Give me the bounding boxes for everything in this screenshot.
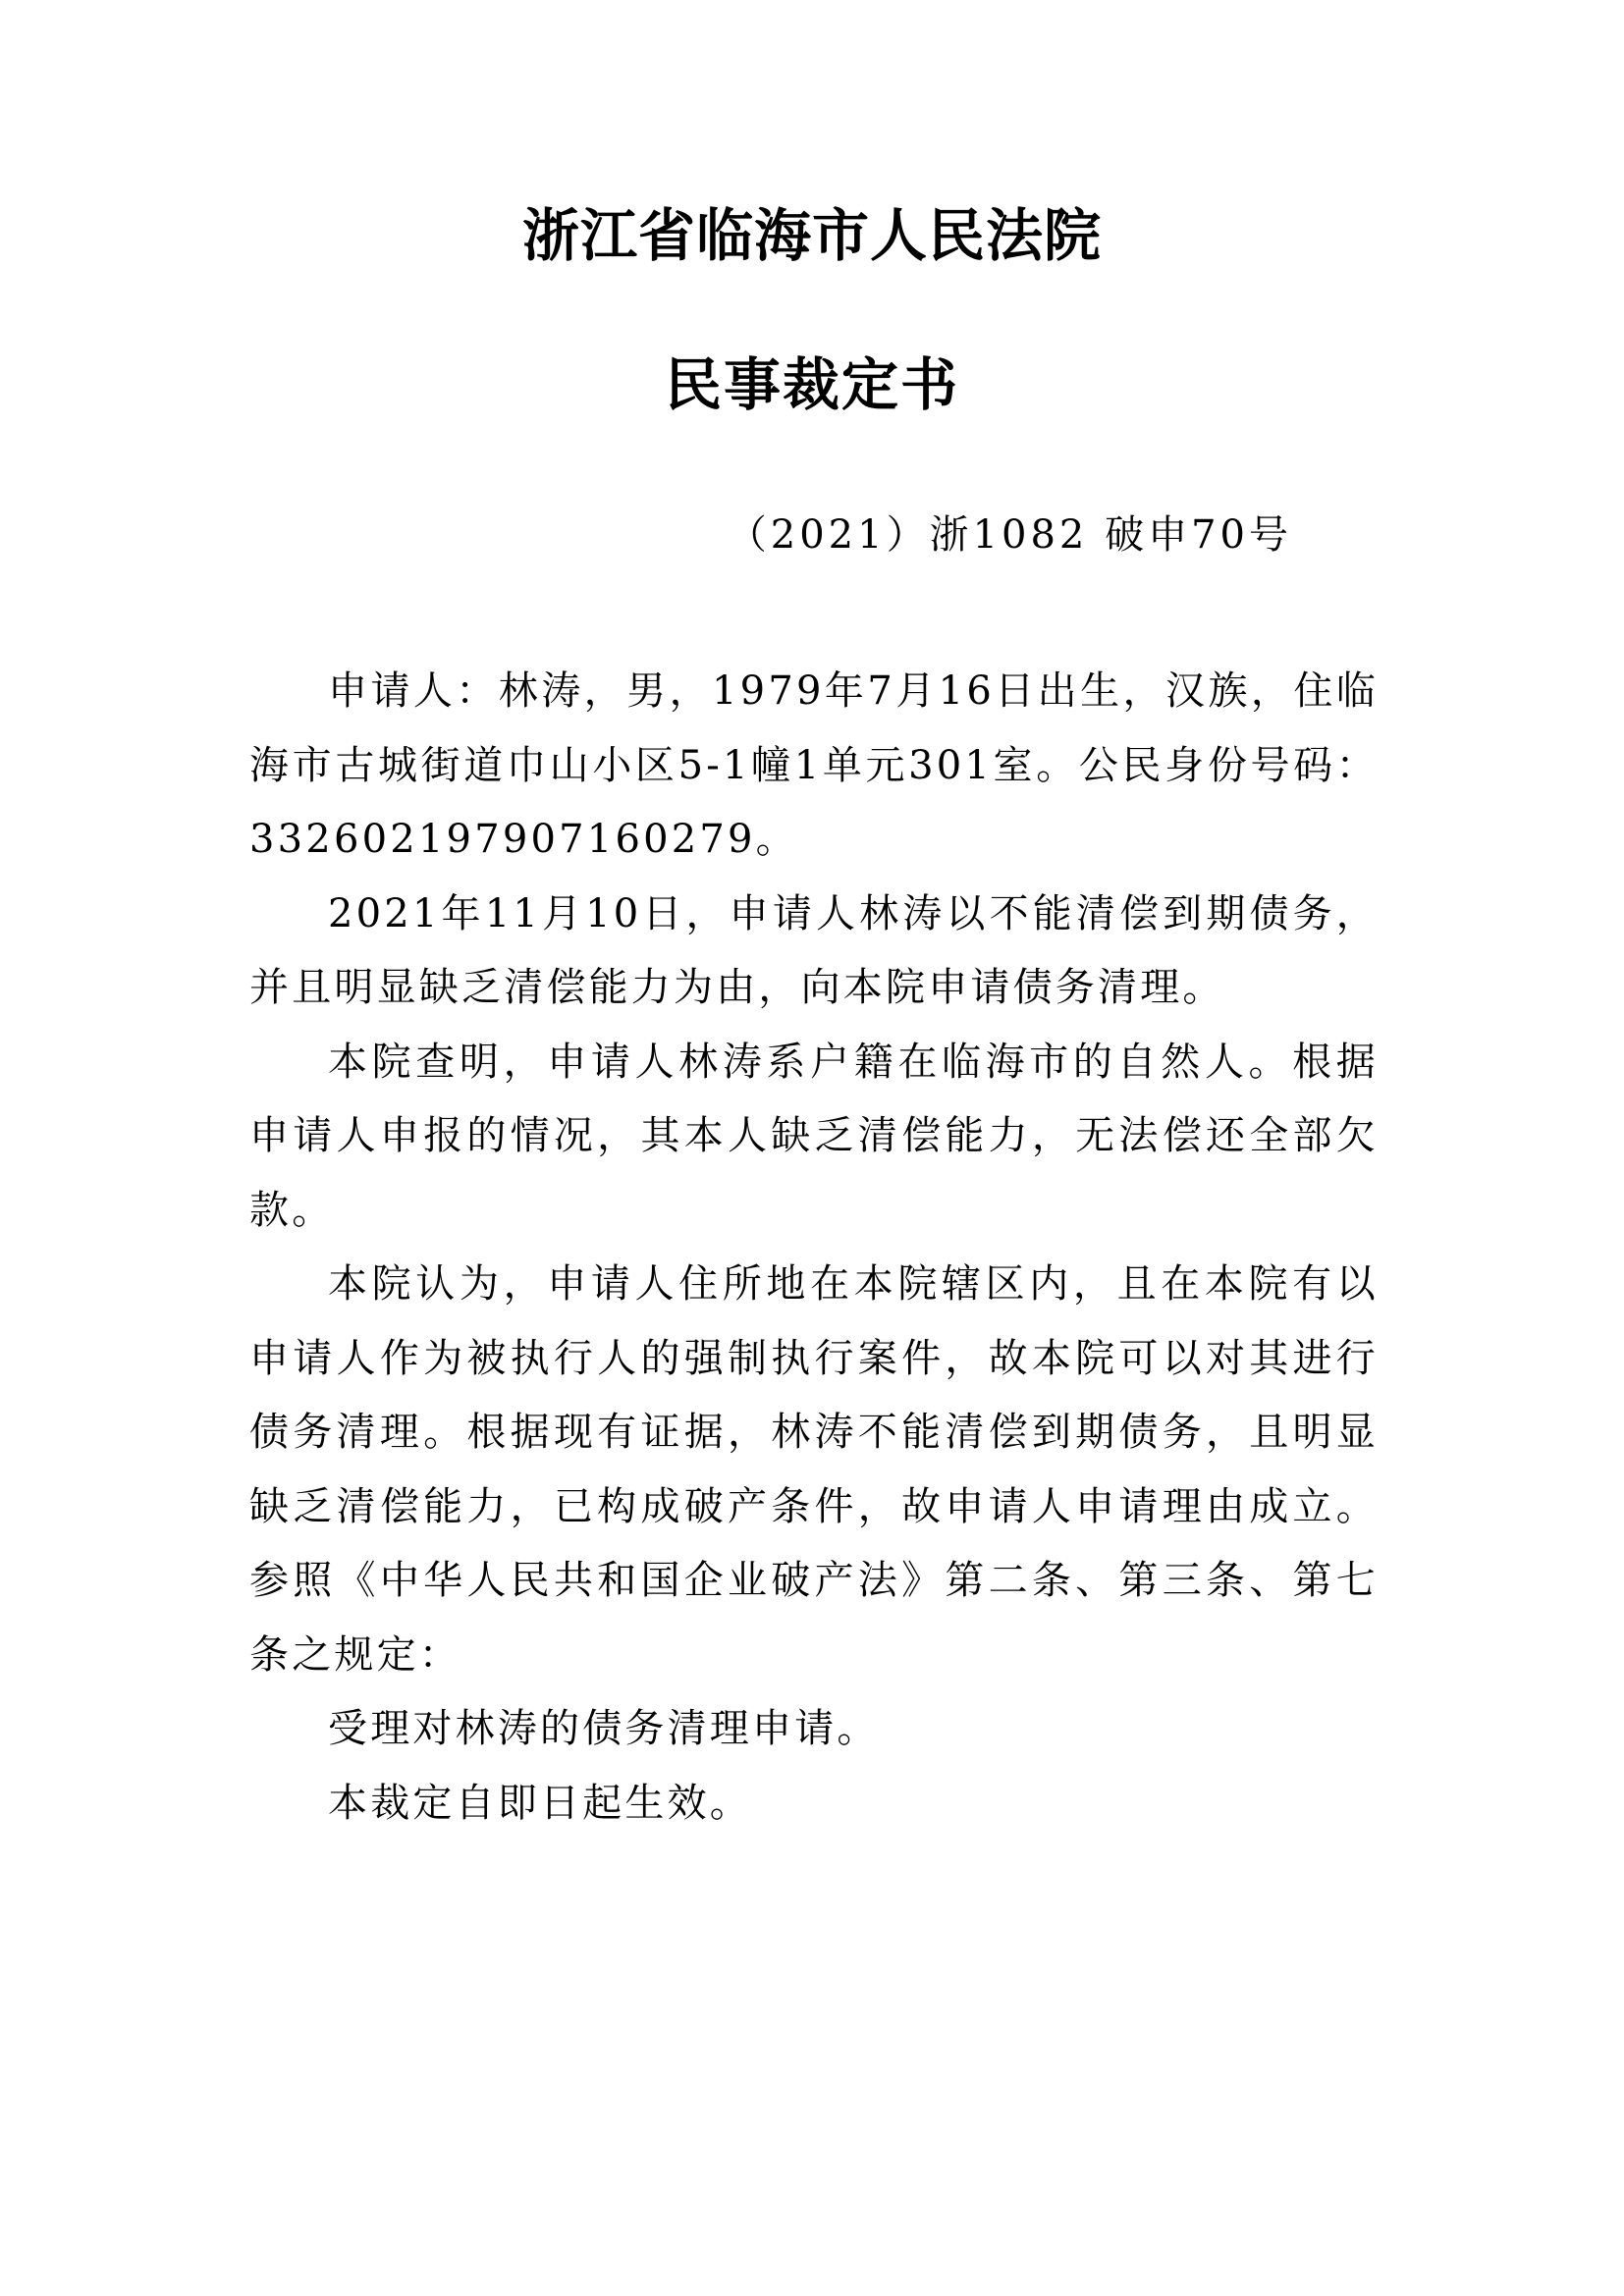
- application-paragraph: 2021年11月10日，申请人林涛以不能清偿到期债务，并且明显缺乏清偿能力为由，向本院申请债务清理。: [249, 890, 1379, 1010]
- case-number: （2021）浙1082 破申70号: [727, 512, 1292, 558]
- effective-paragraph: 本裁定自即日起生效。: [328, 1780, 752, 1826]
- applicant-info-paragraph: 申请人：林涛，男，1979年7月16日出生，汉族，住临海市古城街道巾山小区5-1幢1单元301室。公民身份号码：332602197907160279。: [249, 668, 1379, 862]
- reasoning-paragraph: 本院认为，申请人住所地在本院辖区内，且在本院有以申请人作为被执行人的强制执行案件，故本院可以对其进行债务清理。根据现有证据，林涛不能清偿到期债务，且明显缺乏清偿能力，已构成破产条件，故申请人申请理由成立。参照《中华人民共和国企业破产法》第二条、第三条、第七条之规定：: [249, 1261, 1379, 1678]
- court-name-heading: 浙江省临海市人民法院: [521, 202, 1102, 269]
- document-body: [249, 655, 1379, 1841]
- ruling-paragraph: 受理对林涛的债务清理申请。: [328, 1706, 880, 1751]
- document-type-heading: 民事裁定书: [664, 351, 959, 418]
- findings-paragraph: 本院查明，申请人林涛系户籍在临海市的自然人。根据申请人申报的情况，其本人缺乏清偿能力，无法偿还全部欠款。: [249, 1039, 1379, 1233]
